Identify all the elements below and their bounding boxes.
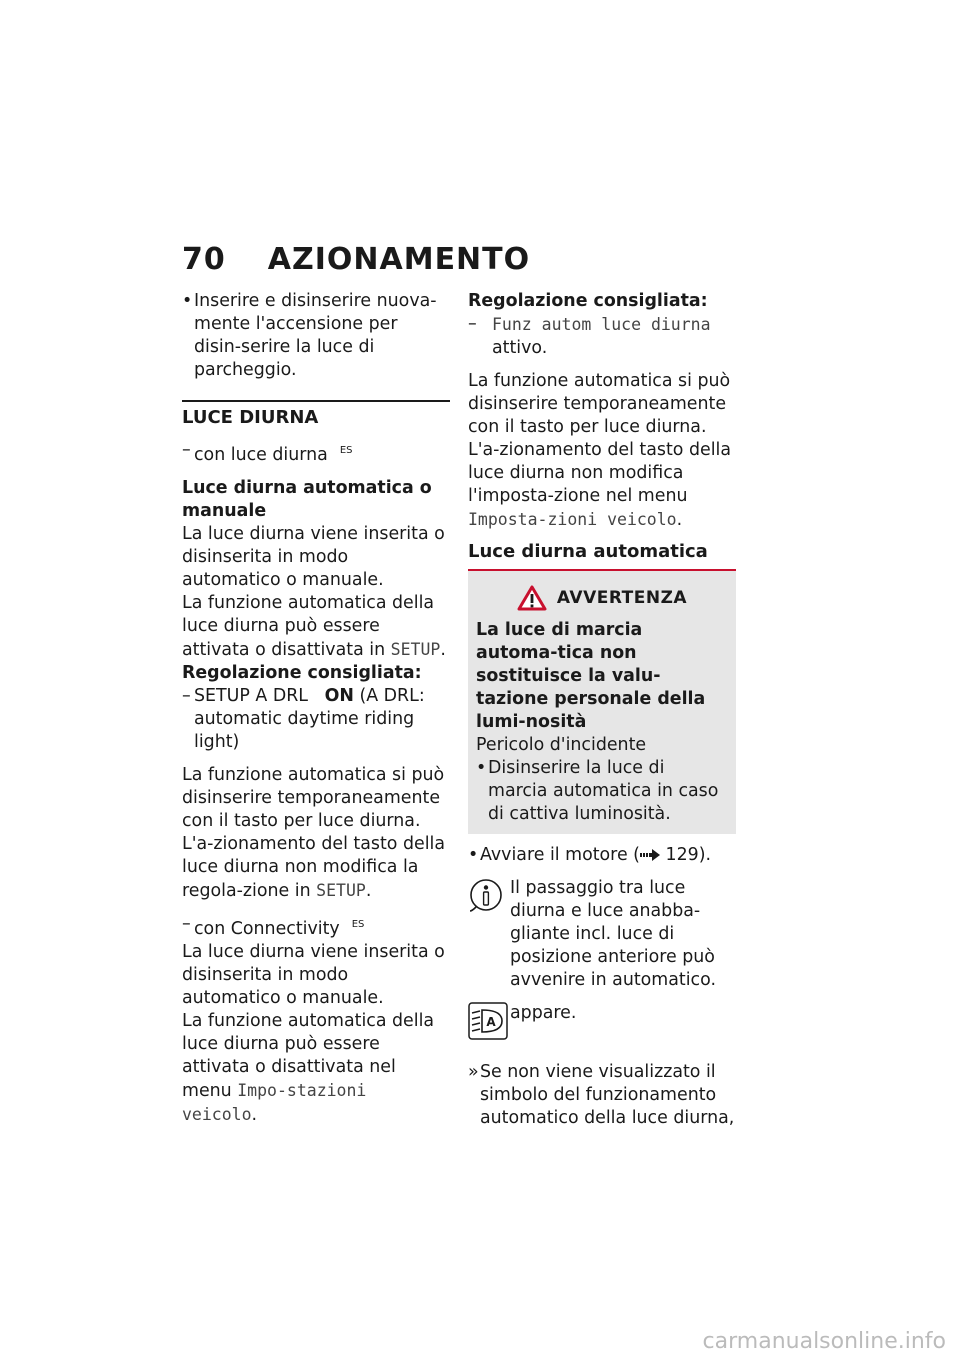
info-note bbox=[468, 877, 736, 992]
on-label: ON bbox=[324, 685, 354, 706]
left-column bbox=[182, 290, 450, 1127]
menu-reference: SETUP bbox=[316, 880, 366, 900]
menu-reference: SETUP bbox=[390, 639, 441, 659]
section-title: LUCE DIURNA bbox=[182, 400, 450, 429]
page-number: 70 bbox=[182, 242, 226, 277]
symbol-text: appare. bbox=[510, 1003, 577, 1023]
warning-headline: La luce di marcia automa-tica non sostituisce la valu-tazione personale della lumi-nosità bbox=[476, 620, 706, 732]
page-header bbox=[182, 242, 530, 277]
result-item: » Se non viene visualizzato il simbolo del funzionamento automatico della luce diurna, bbox=[468, 1062, 735, 1128]
warning-triangle-icon bbox=[517, 585, 547, 611]
option-superscript: ES bbox=[339, 445, 353, 456]
page-reference-arrow-icon bbox=[640, 849, 660, 861]
symbol-note bbox=[468, 1002, 736, 1047]
paragraph: La funzione automatica si può disinserire temporaneamente con il tasto per luce diurna. L'a-zionamento del tasto della luce diurna non modifica la regola-zione in SETUP. bbox=[182, 764, 446, 901]
warning-bullet: • Disinserire la luce di marcia automatica in caso di cattiva luminosità. bbox=[476, 757, 728, 826]
settings-item: – Funz autom luce diurna attivo. bbox=[468, 313, 736, 360]
warning-header bbox=[476, 585, 728, 611]
subsection-title: Luce diurna automatica bbox=[468, 540, 736, 571]
settings-title: Regolazione consigliata: bbox=[468, 291, 708, 311]
result-arrow-icon: » bbox=[468, 1062, 479, 1082]
option-superscript: ES bbox=[351, 918, 365, 930]
paragraph: La luce diurna viene inserita o disinserita in modo automatico o manuale. bbox=[182, 941, 445, 1008]
auto-light-icon bbox=[468, 1002, 508, 1040]
paragraph: La luce diurna viene inserita o disinserita in modo automatico o manuale. bbox=[182, 523, 445, 590]
page-reference[interactable]: 129 bbox=[665, 845, 699, 865]
option-item: – con luce diurna $^{ES}$ bbox=[182, 439, 450, 467]
paragraph: La funzione automatica della luce diurna può essere attivata o disattivata in SETUP. bbox=[182, 592, 446, 660]
paragraph: La funzione automatica della luce diurna può essere attivata o disattivata nel menu Impo-stazioni veicolo. bbox=[182, 1010, 435, 1125]
menu-reference: Impo-stazioni veicolo bbox=[182, 1080, 367, 1124]
subsection-title: Luce diurna automatica o manuale bbox=[182, 477, 432, 521]
settings-item: – SETUP A DRL ON (A DRL: automatic daytime riding light) bbox=[182, 685, 450, 754]
watermark: carmanualsonline.info bbox=[702, 1329, 946, 1354]
info-text: Il passaggio tra luce diurna e luce anabba-gliante incl. luce di posizione anteriore può avvenire in automatico. bbox=[510, 878, 716, 990]
warning-box bbox=[468, 571, 736, 834]
page-title: AZIONAMENTO bbox=[267, 242, 531, 277]
menu-reference: Funz autom luce diurna bbox=[492, 315, 711, 334]
svg-text:A: A bbox=[486, 1015, 496, 1029]
action-bullet: • Avviare il motore ( 129). bbox=[468, 844, 736, 867]
warning-danger: Pericolo d'incidente bbox=[476, 735, 647, 755]
warning-label: AVVERTENZA bbox=[556, 587, 688, 608]
info-icon bbox=[468, 877, 504, 913]
option-item: – con Connectivity $^{ES}$ bbox=[182, 913, 450, 941]
paragraph: La funzione automatica si può disinserire temporaneamente con il tasto per luce diurna. L'a-zionamento del tasto della luce diurna non modifica l'imposta-zione nel menu Imposta-zioni veicolo. bbox=[468, 371, 732, 530]
intro-bullet: • Inserire e disinserire nuova-mente l'accensione per disin-serire la luce di parcheggio. bbox=[182, 290, 450, 382]
right-column bbox=[468, 290, 736, 1130]
settings-title: Regolazione consigliata: bbox=[182, 662, 422, 683]
menu-reference: Imposta-zioni veicolo bbox=[468, 510, 677, 529]
